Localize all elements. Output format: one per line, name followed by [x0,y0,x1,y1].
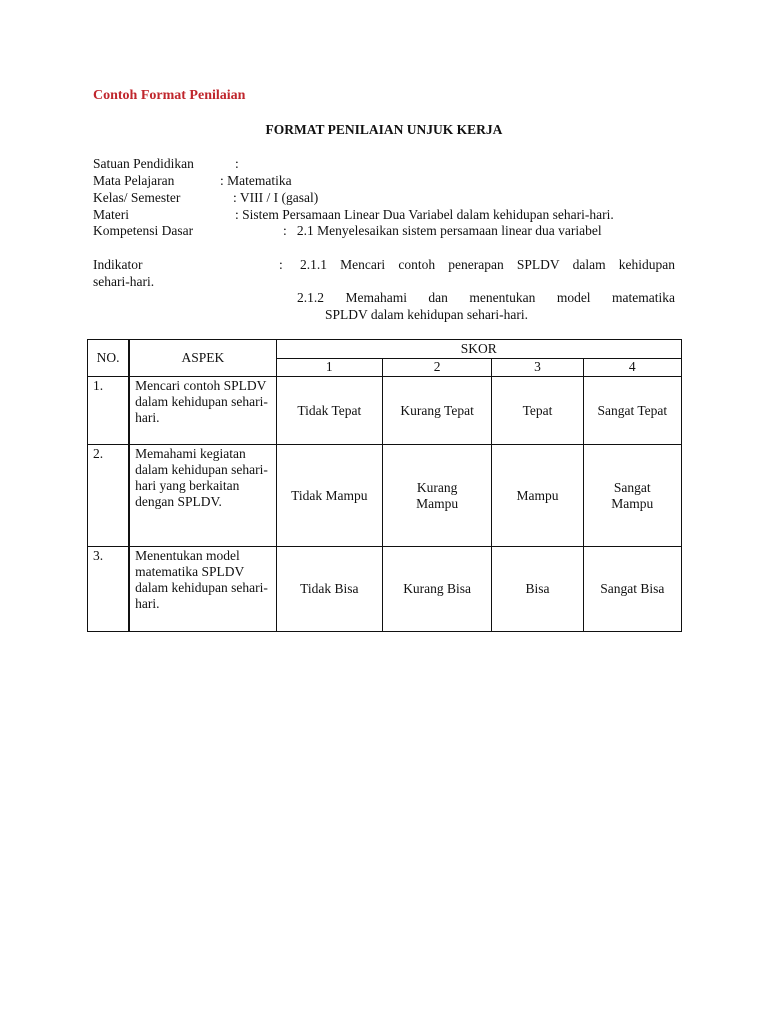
header-score-3: 3 [492,358,583,377]
table-row [88,547,682,632]
row-aspek: Memahami kegiatan dalam kehidupan sehari-hari yang berkaitan dengan SPLDV. [129,445,276,547]
row-score-2: Kurang Bisa [382,547,491,632]
field-value: : Sistem Persamaan Linear Dua Variabel dalam kehidupan sehari-hari. [235,207,614,222]
row-aspek: Menentukan model matematika SPLDV dalam kehidupan sehari-hari. [129,547,276,632]
header-score-2: 2 [382,358,491,377]
header-score-1: 1 [276,358,382,377]
row-score-3: Bisa [492,547,583,632]
field-value: : [235,156,239,171]
score-table [87,339,682,632]
section-heading: Contoh Format Penilaian [93,88,246,103]
indikator-item-2-line-2: SPLDV dalam kehidupan sehari-hari. [325,307,528,322]
indikator-colon: : [279,257,283,272]
table-row [88,377,682,445]
header-skor: SKOR [276,340,681,359]
header-score-4: 4 [583,358,681,377]
row-aspek: Mencari contoh SPLDV dalam kehidupan sehari-hari. [129,377,276,445]
field-label: Kompetensi Dasar [93,223,194,238]
field-value: : VIII / I (gasal) [233,190,319,205]
field-label: Kelas/ Semester [93,190,181,205]
field-value: : 2.1 Menyelesaikan sistem persamaan linear dua variabel [283,223,602,238]
row-score-1: Tidak Bisa [276,547,382,632]
row-score-3: Tepat [492,377,583,445]
row-score-1: Tidak Tepat [276,377,382,445]
field-label: Mata Pelajaran [93,173,175,188]
row-score-2: Kurang Mampu [382,445,491,547]
document-title: FORMAT PENILAIAN UNJUK KERJA [265,122,503,137]
row-score-4: Sangat Bisa [583,547,681,632]
header-aspek: ASPEK [129,340,276,377]
row-no: 1. [88,377,130,445]
indikator-label: Indikator [93,257,143,272]
row-score-2: Kurang Tepat [382,377,491,445]
indikator-item-1-line-2: sehari-hari. [93,274,155,289]
indikator-item-2-line-1: 2.1.2 Memahami dan menentukan model matematika [297,290,675,305]
row-score-4: Sangat Tepat [583,377,681,445]
row-score-4: Sangat Mampu [583,445,681,547]
header-no: NO. [88,340,130,377]
table-header-row [88,340,682,359]
field-label: Materi [93,207,129,222]
field-label: Satuan Pendidikan [93,156,194,171]
row-score-1: Tidak Mampu [276,445,382,547]
row-no: 2. [88,445,130,547]
field-value: : Matematika [220,173,292,188]
row-score-3: Mampu [492,445,583,547]
indikator-item-2 [297,289,675,323]
indikator-block [93,256,675,290]
indikator-item-1-line-1: 2.1.1 Mencari contoh penerapan SPLDV dalam kehidupan [300,257,675,272]
table-row [88,445,682,547]
row-no: 3. [88,547,130,632]
